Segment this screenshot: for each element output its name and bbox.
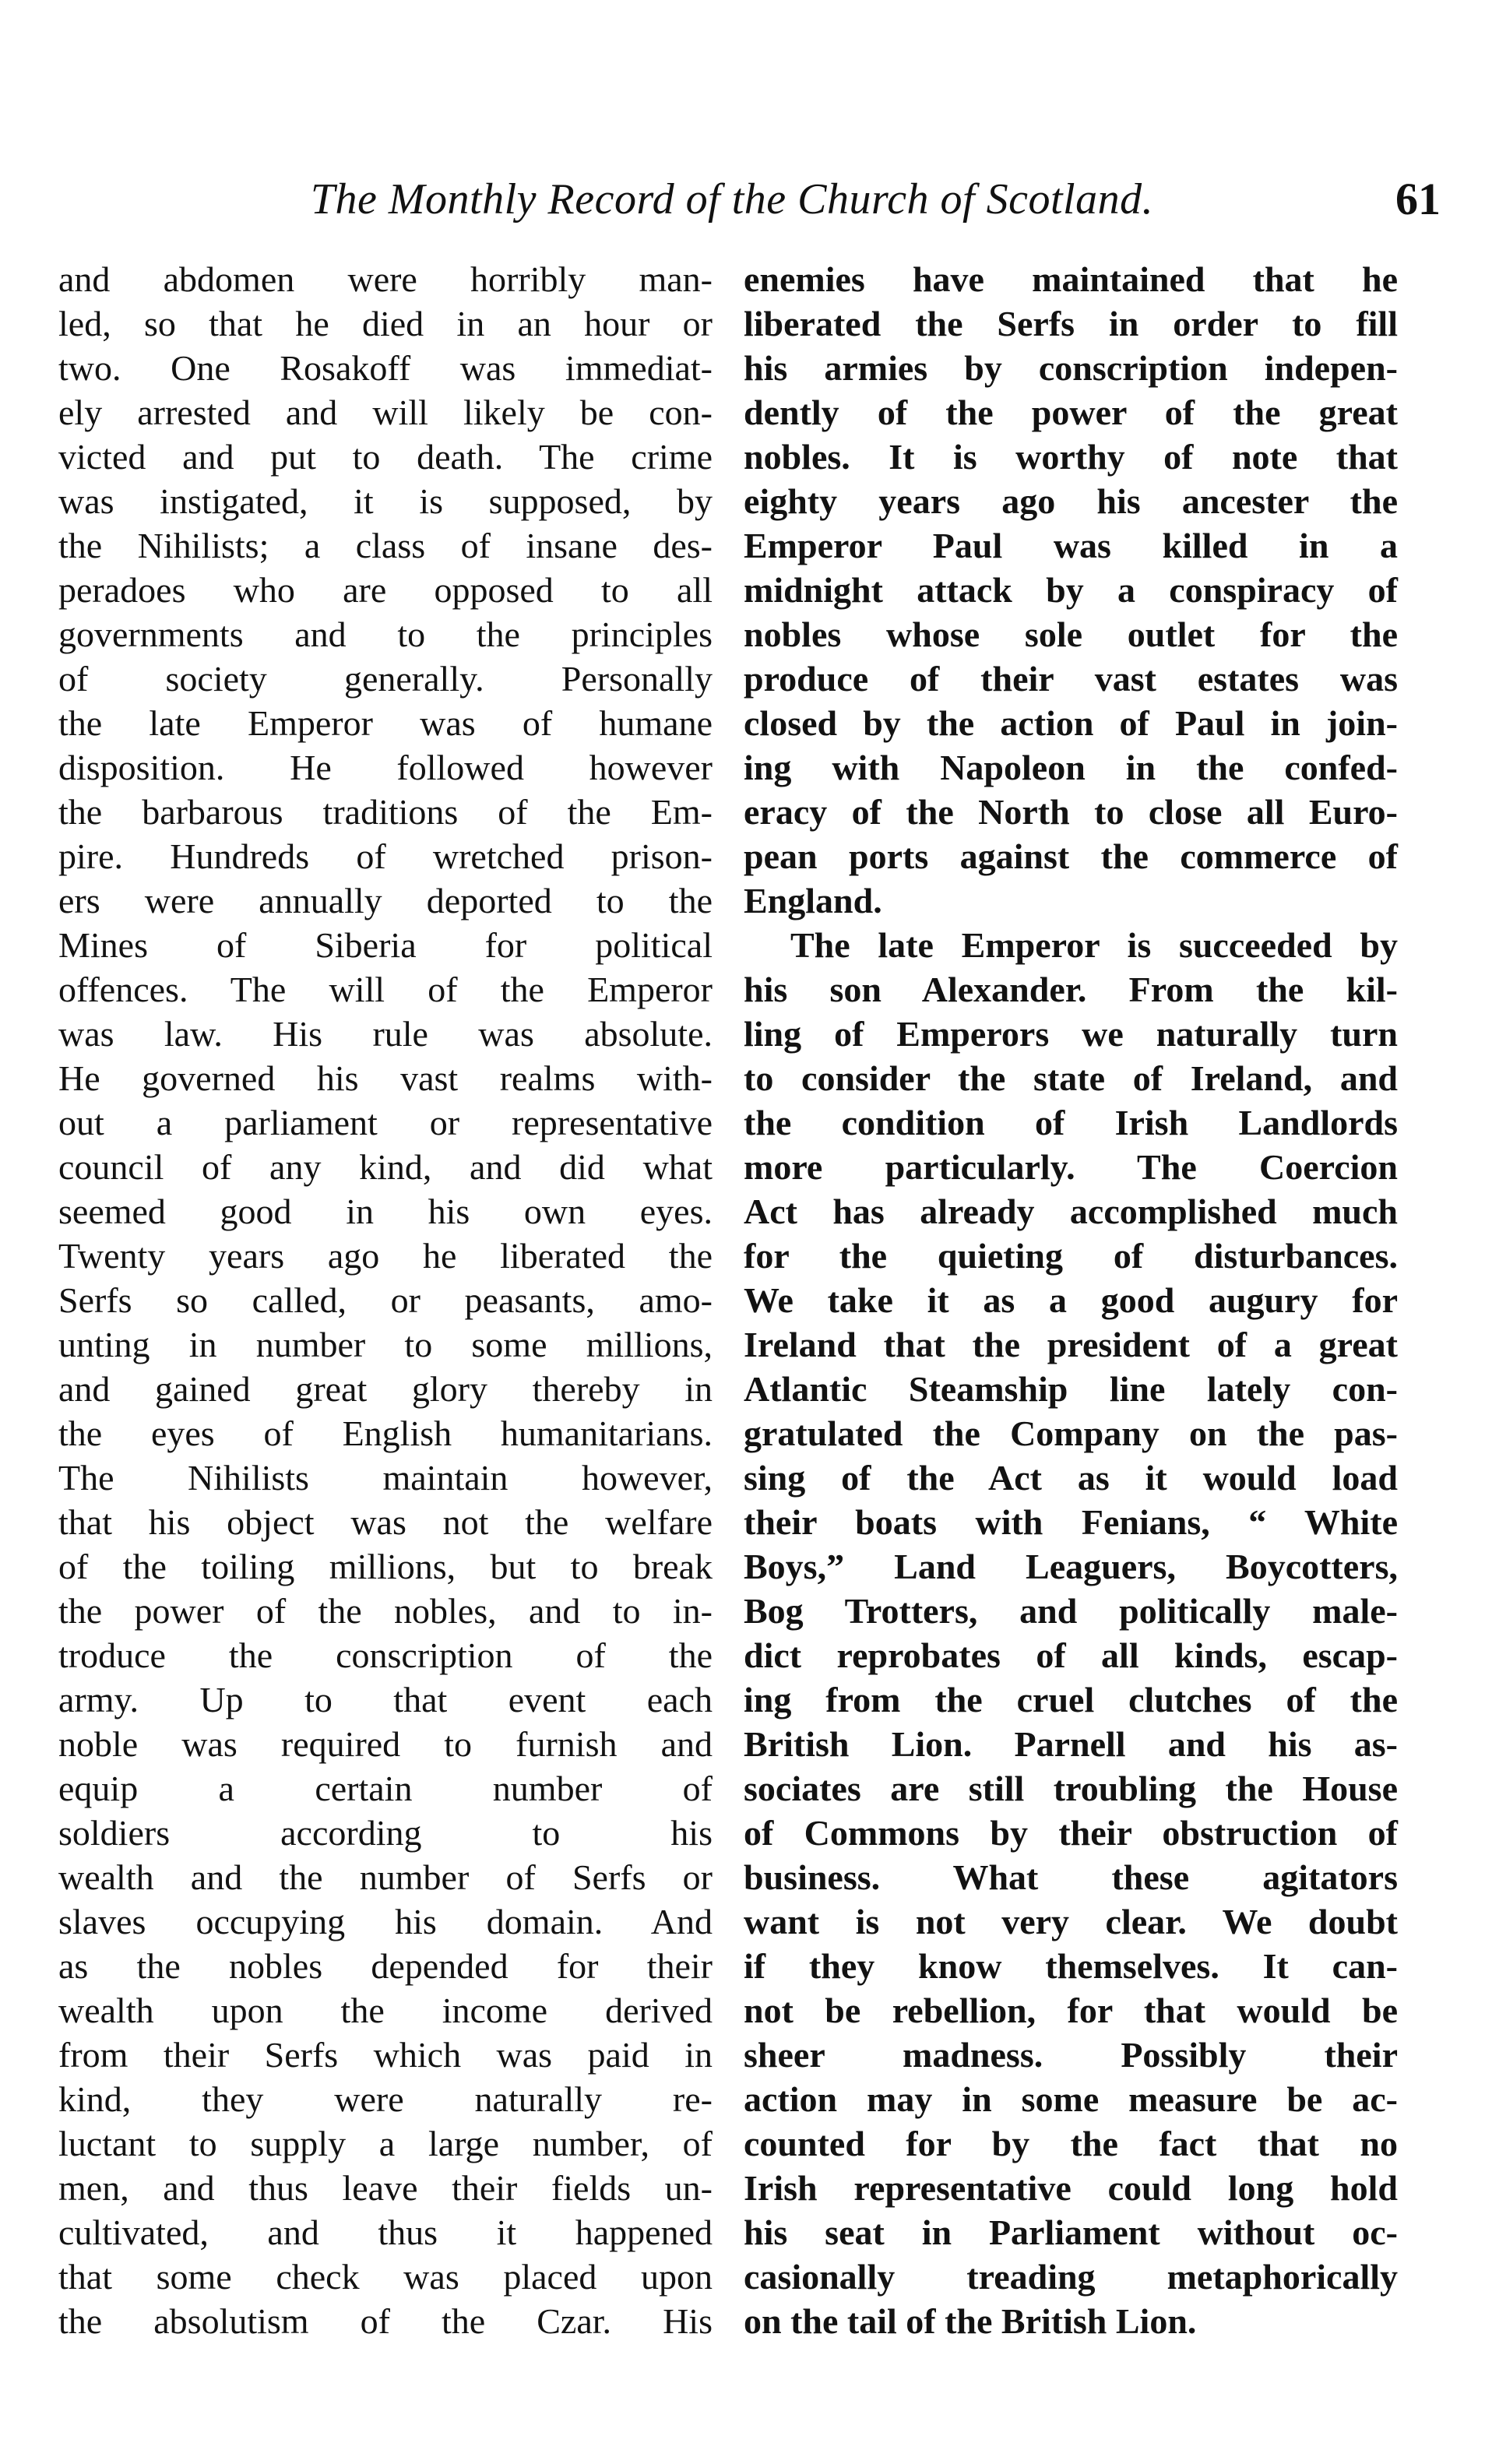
text-line: sociates are still troubling the House [744,1769,1398,1808]
text-line: produce of their vast estates was [744,659,1398,699]
text-line: his armies by conscription indepen- [744,348,1398,388]
text-line: of society generally. Personally [58,659,713,699]
text-line: council of any kind, and did what [58,1147,713,1187]
text-line: out a parliament or representative [58,1103,713,1142]
text-line: eighty years ago his ancester the [744,481,1398,521]
text-line: cultivated, and thus it happened [58,2212,713,2252]
text-line: British Lion. Parnell and his as- [744,1724,1398,1764]
text-line: dict reprobates of all kinds, escap- [744,1635,1398,1675]
text-line: luctant to supply a large number, of [58,2124,713,2163]
text-line: Irish representative could long hold [744,2168,1398,2208]
text-line: troduce the conscription of the [58,1635,713,1675]
left-column [58,257,713,2343]
text-line: Ireland that the president of a great [744,1325,1398,1364]
text-line: offences. The will of the Emperor [58,970,713,1009]
text-line: wealth upon the income derived [58,1991,713,2030]
text-line: enemies have maintained that he [744,259,1398,299]
text-line: business. What these agitators [744,1857,1398,1897]
text-line: for the quieting of disturbances. [744,1236,1398,1276]
text-line: of Commons by their obstruction of [744,1813,1398,1853]
text-line: Mines of Siberia for political [58,925,713,965]
text-line: liberated the Serfs in order to fill [744,304,1398,343]
text-line: slaves occupying his domain. And [58,1902,713,1941]
text-line: soldiers according to his [58,1813,713,1853]
text-line: from their Serfs which was paid in [58,2035,713,2075]
text-line: The Nihilists maintain however, [58,1458,713,1498]
text-line: two. One Rosakoff was immediat- [58,348,713,388]
text-line: sheer madness. Possibly their [744,2035,1398,2075]
text-line: gratulated the Company on the pas- [744,1413,1398,1453]
text-line: on the tail of the British Lion. [744,2301,1197,2341]
text-line: was law. His rule was absolute. [58,1014,713,1054]
text-line: disposition. He followed however [58,748,713,787]
text-line: the absolutism of the Czar. His [58,2301,713,2341]
text-line: more particularly. The Coercion [744,1147,1398,1187]
text-line: ling of Emperors we naturally turn [744,1014,1398,1054]
text-line: of the toiling millions, but to break [58,1547,713,1586]
text-line: We take it as a good augury for [744,1280,1398,1320]
running-title: The Monthly Record of the Church of Scotland. [310,175,1154,224]
text-line: his son Alexander. From the kil- [744,970,1398,1009]
text-line: seemed good in his own eyes. [58,1192,713,1231]
text-line: sing of the Act as it would load [744,1458,1398,1498]
text-line: counted for by the fact that no [744,2124,1398,2163]
text-line: led, so that he died in an hour or [58,304,713,343]
text-line: ing with Napoleon in the confed- [744,748,1398,787]
text-line: dently of the power of the great [744,392,1398,432]
text-line: ing from the cruel clutches of the [744,1680,1398,1720]
text-line: the Nihilists; a class of insane des- [58,526,713,565]
text-line: Bog Trotters, and politically male- [744,1591,1398,1631]
text-line: Boys,” Land Leaguers, Boycotters, [744,1547,1398,1586]
text-line: Serfs so called, or peasants, amo- [58,1280,713,1320]
text-line: England. [744,881,882,920]
text-line: ers were annually deported to the [58,881,713,920]
text-line: want is not very clear. We doubt [744,1902,1398,1941]
text-line: was instigated, it is supposed, by [58,481,713,521]
text-line: unting in number to some millions, [58,1325,713,1364]
text-line: the eyes of English humanitarians. [58,1413,713,1453]
text-line: pean ports against the commerce of [744,836,1398,876]
text-line: action may in some measure be ac- [744,2079,1398,2119]
text-line: nobles whose sole outlet for the [744,614,1398,654]
text-line: closed by the action of Paul in join- [744,703,1398,743]
text-line: eracy of the North to close all Euro- [744,792,1398,832]
text-line: his seat in Parliament without oc- [744,2212,1398,2252]
text-line: Atlantic Steamship line lately con- [744,1369,1398,1409]
text-line: peradoes who are opposed to all [58,570,713,610]
text-line: army. Up to that event each [58,1680,713,1720]
text-line: as the nobles depended for their [58,1946,713,1986]
text-line: the barbarous traditions of the Em- [58,792,713,832]
text-line: The late Emperor is succeeded by [790,925,1398,965]
text-line: casionally treading metaphorically [744,2257,1398,2297]
text-line: midnight attack by a conspiracy of [744,570,1398,610]
text-line: that some check was placed upon [58,2257,713,2297]
text-line: He governed his vast realms with- [58,1058,713,1098]
text-line: Twenty years ago he liberated the [58,1236,713,1276]
text-line: nobles. It is worthy of note that [744,437,1398,477]
page-number: 61 [1395,174,1441,224]
text-line: Act has already accomplished much [744,1192,1398,1231]
right-column [744,257,1398,2343]
text-line: victed and put to death. The crime [58,437,713,477]
text-line: and gained great glory thereby in [58,1369,713,1409]
text-line: not be rebellion, for that would be [744,1991,1398,2030]
text-line: wealth and the number of Serfs or [58,1857,713,1897]
text-line: equip a certain number of [58,1769,713,1808]
text-line: the late Emperor was of humane [58,703,713,743]
text-line: ely arrested and will likely be con- [58,392,713,432]
text-line: that his object was not the welfare [58,1502,713,1542]
text-line: if they know themselves. It can- [744,1946,1398,1986]
text-line: to consider the state of Ireland, and [744,1058,1398,1098]
text-line: kind, they were naturally re- [58,2079,713,2119]
text-line: the condition of Irish Landlords [744,1103,1398,1142]
text-line: the power of the nobles, and to in- [58,1591,713,1631]
text-line: and abdomen were horribly man- [58,259,713,299]
text-line: governments and to the principles [58,614,713,654]
text-line: men, and thus leave their fields un- [58,2168,713,2208]
text-line: their boats with Fenians, “ White [744,1502,1398,1542]
text-line: pire. Hundreds of wretched prison- [58,836,713,876]
text-line: Emperor Paul was killed in a [744,526,1398,565]
text-line: noble was required to furnish and [58,1724,713,1764]
page-header [55,168,1441,238]
